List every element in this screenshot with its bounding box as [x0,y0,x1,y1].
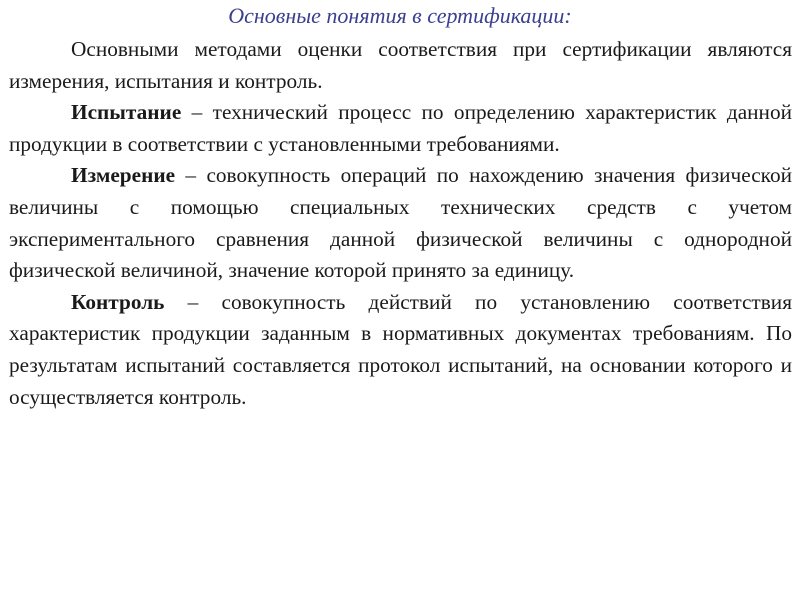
term-kontrol: Контроль [71,289,165,314]
paragraph-intro [9,34,792,97]
paragraph-text: – технический процесс по определению характеристик данной продукции в соответствии с установленными требованиями. [9,100,792,156]
term-ispytanie: Испытание [71,100,182,125]
term-izmerenie: Измерение [71,163,176,188]
slide-body [9,34,792,413]
paragraph-text: – совокупность операций по нахождению значения физической величины с помощью специальных технических средств с учетом экспериментального сравнения данной физической величины с однородной физической величиной, значение которой принято за единицу. [9,163,792,283]
slide-title: Основные понятия в сертификации: [228,3,572,28]
paragraph-izmerenie [9,160,792,286]
paragraph-kontrol [9,287,792,413]
paragraph-text: – совокупность действий по установлению соответствия характеристик продукции заданным в нормативных документах требованиям. По результатам испытаний составляется протокол испытаний, на основании которого и осуществляется контроль. [9,289,792,409]
paragraph-text: Основными методами оценки соответствия при сертификации являются измерения, испытания и контроль. [9,37,792,93]
paragraph-ispytanie [9,97,792,160]
